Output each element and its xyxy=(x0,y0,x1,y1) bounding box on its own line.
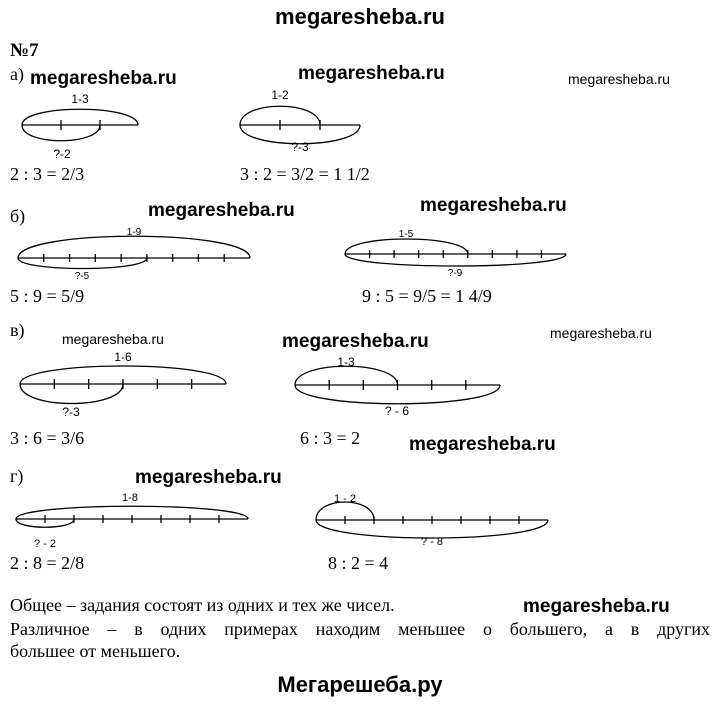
b-right-bottom-label: ?-9 xyxy=(447,268,463,279)
section-b-label: б) xyxy=(10,206,26,226)
b-left-top-label: 1-9 xyxy=(126,227,142,238)
a-right-top-label: 1-2 xyxy=(271,88,289,102)
watermark: megaresheba.ru xyxy=(62,331,164,347)
a-left-equation: 2 : 3 = 2/3 xyxy=(10,164,85,184)
b-left-bottom-label: ?-5 xyxy=(74,271,90,282)
watermark: megaresheba.ru xyxy=(30,68,177,89)
text-line-common: Общее – задания состоят из одних и тех же чисел. xyxy=(10,595,395,615)
g-left-equation: 2 : 8 = 2/8 xyxy=(10,553,85,573)
watermark: megaresheba.ru xyxy=(282,331,429,352)
g-left-top-label: 1-8 xyxy=(122,492,138,504)
section-v-label: в) xyxy=(10,320,25,340)
b-left-equation: 5 : 9 = 5/9 xyxy=(10,286,85,306)
watermark: megaresheba.ru xyxy=(523,596,670,617)
b-right-equation: 9 : 5 = 9/5 = 1 4/9 xyxy=(362,286,492,306)
g-right-top-label: 1 - 2 xyxy=(333,493,357,505)
g-right-equation: 8 : 2 = 4 xyxy=(328,553,389,573)
g-right-bottom-label: ? - 8 xyxy=(420,536,444,548)
watermark: megaresheba.ru xyxy=(135,467,282,488)
site-footer: Мегарешеба.ру xyxy=(277,672,443,697)
site-header: megaresheba.ru xyxy=(275,4,445,29)
a-right-equation: 3 : 2 = 3/2 = 1 1/2 xyxy=(240,164,370,184)
a-right-bottom-label: ?-3 xyxy=(291,140,309,154)
watermark: megaresheba.ru xyxy=(420,195,567,216)
section-a-label: а) xyxy=(10,64,24,84)
v-left-equation: 3 : 6 = 3/6 xyxy=(10,428,85,448)
a-left-top-label: 1-3 xyxy=(71,92,89,106)
text-line-difference-cont: большее от меньшего. xyxy=(10,641,181,661)
v-left-top-label: 1-6 xyxy=(114,350,132,364)
watermark: megaresheba.ru xyxy=(148,200,295,221)
watermark: megaresheba.ru xyxy=(550,325,652,341)
b-right-top-label: 1-5 xyxy=(398,229,414,240)
v-right-bottom-label: ? - 6 xyxy=(384,404,410,418)
watermark: megaresheba.ru xyxy=(409,434,556,455)
v-right-equation: 6 : 3 = 2 xyxy=(300,428,361,448)
v-left-bottom-label: ?-3 xyxy=(62,405,80,419)
text-line-difference: Различное – в одних примерах находим меньшее о большего, а в других xyxy=(10,619,710,639)
task-number: №7 xyxy=(10,40,39,61)
watermark: megaresheba.ru xyxy=(568,71,670,87)
section-g-label: г) xyxy=(10,466,24,486)
v-right-top-label: 1-3 xyxy=(337,355,355,369)
g-left-bottom-label: ? - 2 xyxy=(33,538,57,550)
a-left-bottom-label: ?-2 xyxy=(53,147,71,161)
watermark: megaresheba.ru xyxy=(298,63,445,84)
